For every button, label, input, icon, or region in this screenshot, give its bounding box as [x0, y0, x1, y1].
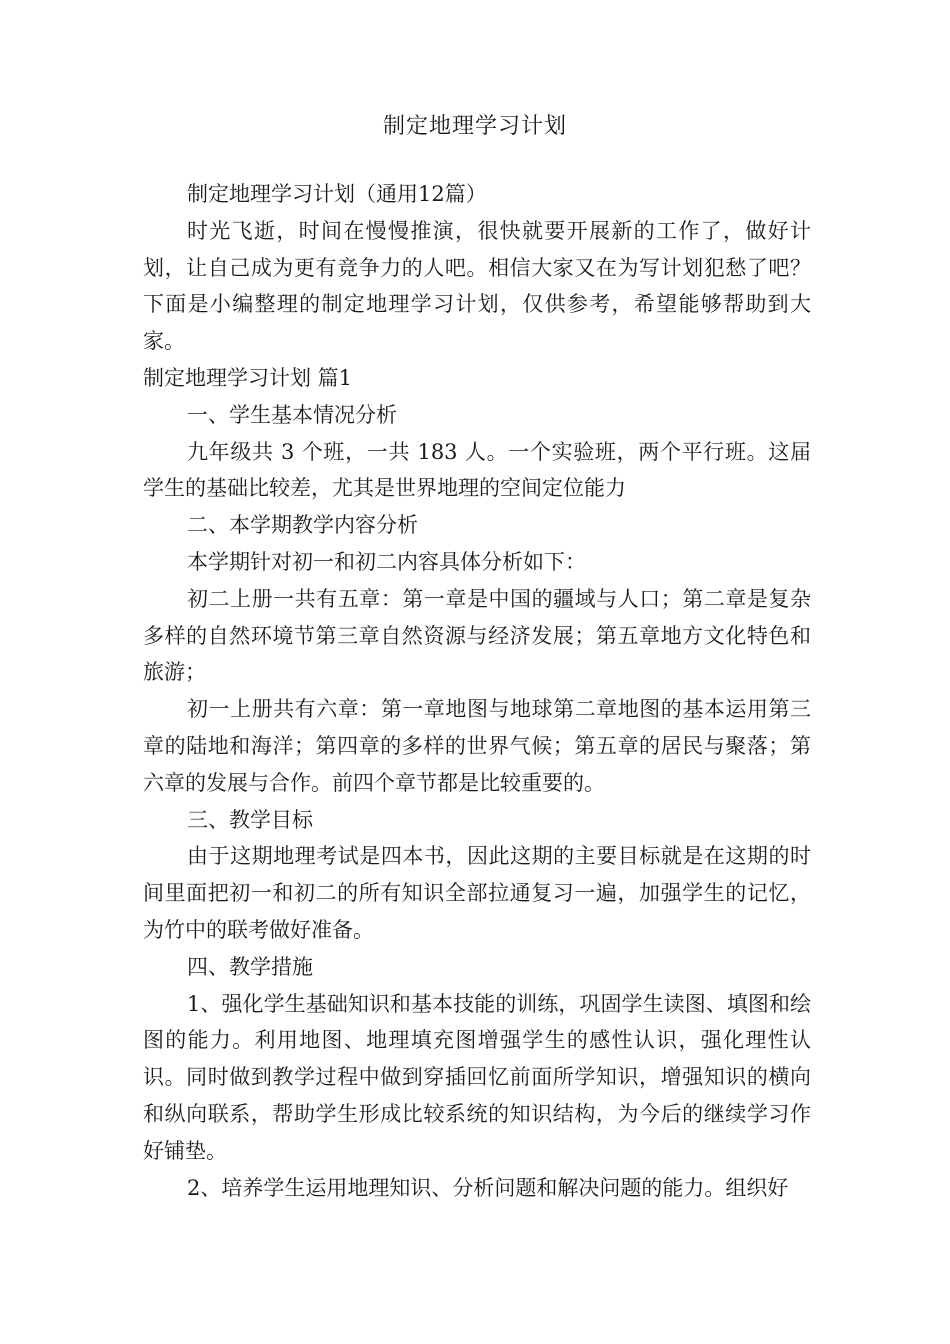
paragraph-grade8-chapters: 初二上册一共有五章：第一章是中国的疆域与人口；第二章是复杂多样的自然环境节第三章自然资源与经济发展；第五章地方文化特色和旅游； [143, 586, 811, 685]
paragraph-content-intro: 本学期针对初一和初二内容具体分析如下： [187, 549, 586, 574]
subtitle-paragraph: 制定地理学习计划（通用12篇） [187, 182, 487, 206]
paragraph-student-analysis: 九年级共 3 个班，一共 183 人。一个实验班，两个平行班。这届学生的基础比较差，尤其是世界地理的空间定位能力 [143, 439, 811, 501]
heading-content-analysis: 二、本学期教学内容分析 [187, 513, 418, 538]
heading-teaching-measures: 四、教学措施 [187, 954, 313, 979]
paragraph-measure-2: 2、培养学生运用地理知识、分析问题和解决问题的能力。组织好 [187, 1175, 789, 1200]
heading-student-analysis: 一、学生基本情况分析 [187, 402, 397, 427]
document-title: 制定地理学习计划 [382, 114, 567, 139]
paragraph-grade7-chapters: 初一上册共有六章：第一章地图与地球第二章地图的基本运用第三章的陆地和海洋；第四章的多样的世界气候；第五章的居民与聚落；第六章的发展与合作。前四个章节都是比较重要的。 [143, 697, 811, 795]
document-body [143, 176, 811, 1206]
heading-teaching-goals: 三、教学目标 [187, 807, 313, 832]
section-heading-part-1: 制定地理学习计划 篇1 [143, 365, 353, 390]
paragraph-teaching-goals: 由于这期地理考试是四本书，因此这期的主要目标就是在这期的时间里面把初一和初二的所有知识全部拉通复习一遍，加强学生的记忆，为竹中的联考做好准备。 [143, 844, 811, 942]
intro-paragraph: 时光飞逝，时间在慢慢推演，很快就要开展新的工作了，做好计划，让自己成为更有竞争力的人吧。相信大家又在为写计划犯愁了吧？下面是小编整理的制定地理学习计划，仅供参考，希望能够帮助到大家。 [143, 218, 811, 354]
paragraph-measure-1: 1、强化学生基础知识和基本技能的训练，巩固学生读图、填图和绘图的能力。利用地图、地理填充图增强学生的感性认识，强化理性认识。同时做到教学过程中做到穿插回忆前面所学知识，增强知识的横向和纵向联系，帮助学生形成比较系统的知识结构，为今后的继续学习作好铺垫。 [143, 991, 811, 1163]
